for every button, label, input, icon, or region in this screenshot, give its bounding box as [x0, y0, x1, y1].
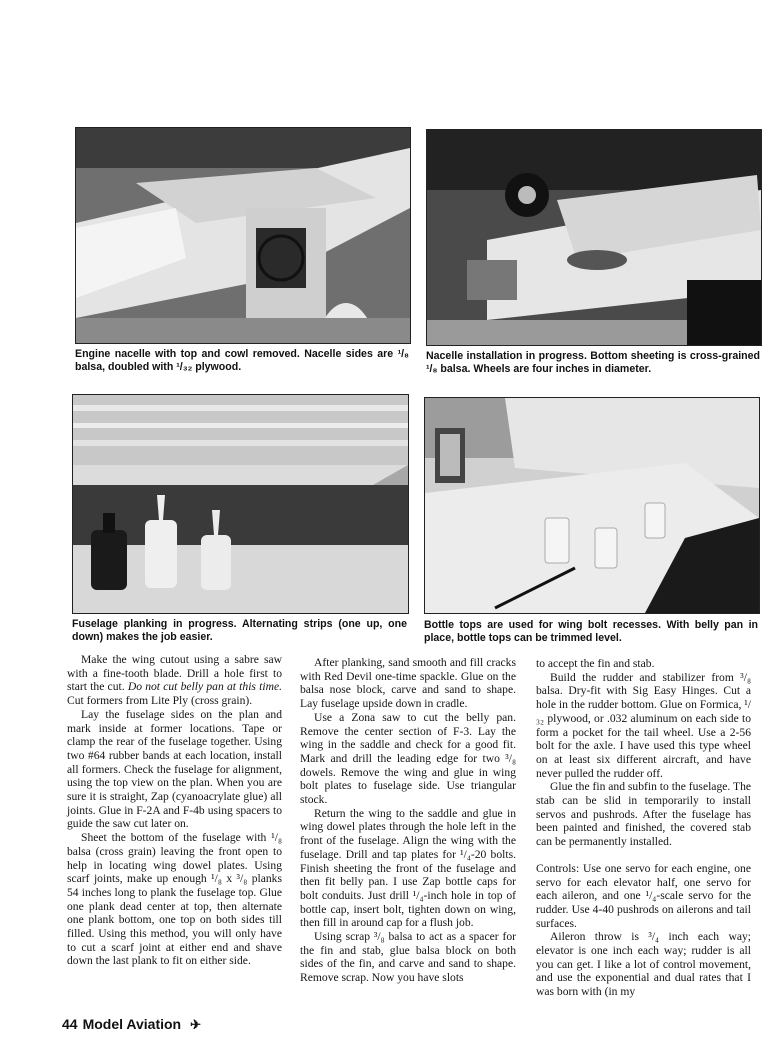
publication-name: Model Aviation	[82, 1016, 182, 1032]
photo-bottle-tops	[424, 397, 760, 614]
article-column-1	[67, 653, 282, 968]
paragraph: Controls: Use one servo for each engine, one servo for each elevator half, one servo for each aileron, and one ¹/₄-scale servo for the rudder. Use 4-40 pushrods on ailerons and tail surfaces.	[536, 861, 751, 930]
paragraph: to accept the fin and stab.	[536, 657, 655, 670]
paragraph	[67, 653, 282, 708]
photo-nacelle-installation-image	[427, 130, 761, 345]
airplane-icon: ✈	[190, 1017, 202, 1032]
photo-caption-4: Bottle tops are used for wing bolt recesses. With belly pan in place, bottle tops can be trimmed level.	[424, 619, 758, 644]
paragraph: Use a Zona saw to cut the belly pan. Remove the center section of F-3. Lay the wing in the saddle and check for a good fit. Mark and drill the leading edge for two ³/₈ dowels. Remove the wing and glue in wing bolt plates to fuselage side. Use triangular stock.	[300, 710, 516, 807]
photo-caption-1: Engine nacelle with top and cowl removed. Nacelle sides are ¹/₈ balsa, doubled with ¹/₃₂ plywood.	[75, 348, 409, 373]
paragraph: Using scrap ³/₈ balsa to act as a spacer for the fin and stab, glue balsa block on both sides of the fin, and carve and sand to shape. Remove scrap. Now you have slots	[300, 930, 516, 985]
article-column-2	[300, 656, 516, 985]
paragraph: After planking, sand smooth and fill cracks with Red Devil one-time spackle. Glue on the balsa nose block, carve and sand to shape. Lay fuselage upside down in cradle.	[300, 656, 516, 711]
photo-caption-3: Fuselage planking in progress. Alternating strips (one up, one down) makes the job easier.	[72, 618, 407, 643]
page-footer	[62, 1016, 206, 1033]
paragraph: Glue the fin and subfin to the fuselage. The stab can be slid in temporarily to install servos and pushrods. After the fuselage has been painted and finished, the covered stab can be permanently installed.	[536, 780, 752, 849]
photo-engine-nacelle-image	[76, 128, 410, 343]
photo-fuselage-planking	[72, 394, 409, 614]
paragraph: Sheet the bottom of the fuselage with ¹/₈ balsa (cross grain) leaving the front open to help in locating wing dowel plates. Using scarf joints, make up enough ¹/₈ x ³/₈ planks 54 inches long to plank the fuselage top. Glue one plank dead center at top, then alternate one plank bottom, one top on both sides till filled. Using this method, you will only have to cut a scarf joint at either end and shave down the last plank to fit on either side.	[67, 831, 282, 968]
photo-bottle-tops-image	[425, 398, 759, 613]
photo-caption-2: Nacelle installation in progress. Bottom sheeting is cross-grained ¹/₈ balsa. Wheels are four inches in diameter.	[426, 350, 760, 375]
text-run-italic: Do not cut belly pan at this time.	[127, 680, 282, 694]
paragraph: Return the wing to the saddle and glue in wing dowel plates through the hole left in the front of the fuselage. Align the wing with the fuselage. Drill and tap plates for ¹/₄-20 bolts. Finish sheeting the front of the fuselage and then fit belly pan. I use Zap bottle caps for bolt conduits. Just drill ¹/₄-inch hole in top of bottle cap, insert bolt, tighten down on wing, then fill in around cap for a flush job.	[300, 806, 516, 930]
page-number: 44	[62, 1016, 78, 1032]
paragraph: Aileron throw is ³/₄ inch each way; elevator is one inch each way; rudder is all you can get. I like a lot of control movement, and use the exponential and dual rates that I was born with (in my	[536, 930, 751, 999]
photo-fuselage-planking-image	[73, 395, 408, 613]
text-run: Cut formers from Lite Ply (cross grain).	[67, 694, 253, 708]
text-run: Make the wing cutout using a sabre saw with a fine-tooth blade. Drill a hole first to start the cut.	[67, 653, 282, 694]
article-column-3	[536, 657, 751, 999]
paragraph: Build the rudder and stabilizer from ³/₈ balsa. Dry-fit with Sig Easy Hinges. Cut a hole in the rudder bottom. Glue on Formica, ¹/₃₂ plywood, or .032 aluminum on each side to form a pocket for the tail wheel. Use a 2-56 bolt for the axle. I have used this type wheel on at least six different aircraft, and have never pulled the rudder off.	[536, 670, 751, 780]
photo-nacelle-installation	[426, 129, 762, 346]
photo-engine-nacelle	[75, 127, 411, 344]
paragraph: Lay the fuselage sides on the plan and mark inside at former locations. Tape or clamp the rear of the fuselage together. Using two #64 rubber bands at each location, install all formers. Check the fuselage for alignment, using the top view on the plan. When you are sure it is straight, Zap (cyanoacrylate glue) all joints. Glue in F-2A and F-4b using spacers to guide the saw cut later on.	[67, 707, 282, 831]
